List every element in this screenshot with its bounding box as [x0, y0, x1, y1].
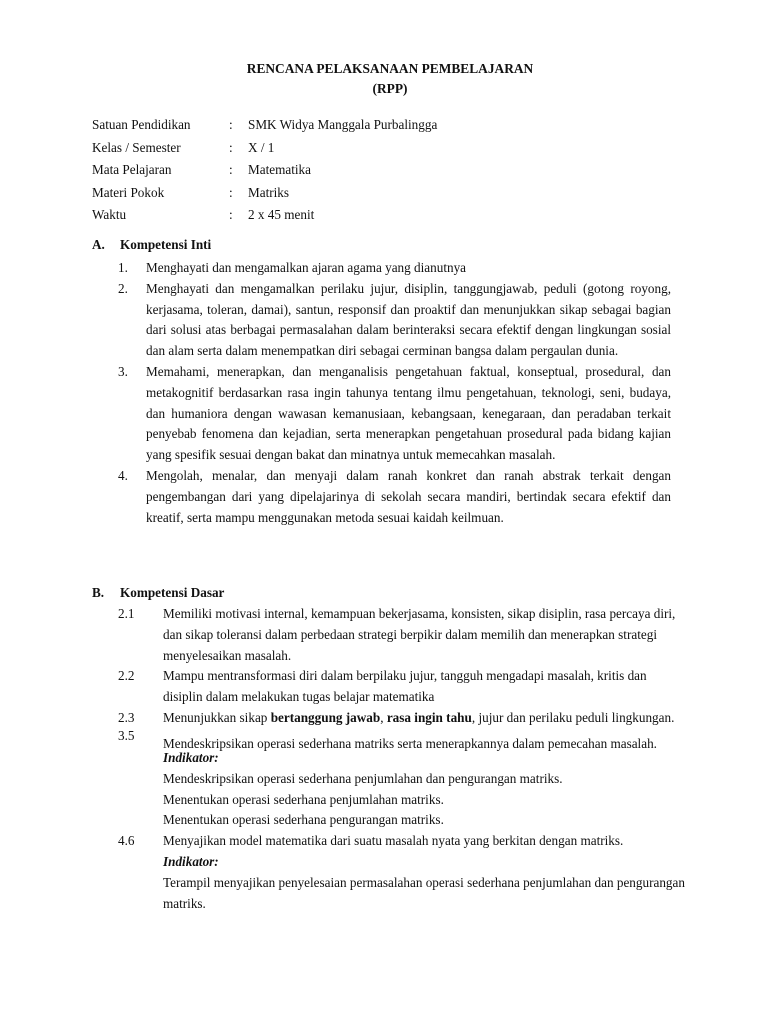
item-text: Memahami, menerapkan, dan menganalisis pengetahuan faktual, konseptual, prosedural, dan metakognitif berdasarkan rasa ingin tahunya tentang ilmu pengetahuan, teknologi, seni, budaya, dan humaniora dengan wawasan kemanusiaan, kebangsaan, kenegaraan, dan peradaban terkait penyebab fenomena dan kejadian, serta menerapkan pengetahuan prosedural pada bidang kajian yang spesifik sesuai dengan bakat dan minatnya untuk memecahkan masalah.: [146, 363, 671, 463]
identity-colon: :: [229, 184, 233, 200]
kd-number: 3.5: [118, 727, 135, 743]
indicator-line: Menentukan operasi sederhana penjumlahan matriks.: [163, 791, 444, 807]
title-line-2: (RPP): [372, 81, 408, 96]
section-title: Kompetensi Inti: [120, 237, 212, 252]
identity-table: [92, 115, 652, 228]
kd-bold-term: rasa ingin tahu: [386, 709, 472, 725]
kd-number: 2.1: [118, 606, 135, 621]
section-a-heading: [92, 235, 211, 256]
kompetensi-dasar-list: [118, 604, 688, 915]
section-letter: B.: [92, 585, 105, 600]
item-number: 3.: [118, 363, 128, 379]
kd-bold-term: bertanggung jawab: [270, 709, 381, 725]
kd-item-3-5: [118, 727, 688, 751]
kd-3-5-indicators: [118, 750, 688, 831]
kd-item-2-2: [118, 666, 688, 708]
identity-label: Waktu: [92, 207, 127, 222]
kompetensi-inti-list: [118, 258, 671, 528]
identity-value: SMK Widya Manggala Purbalingga: [248, 117, 438, 132]
identity-label: Materi Pokok: [92, 184, 165, 200]
list-item: [118, 362, 671, 466]
indicator-line: Menentukan operasi sederhana pengurangan matriks.: [163, 812, 444, 828]
identity-colon: :: [229, 139, 233, 155]
kd-text-suffix: , jujur dan perilaku peduli lingkungan.: [471, 709, 675, 725]
indicator-label: Indikator:: [163, 749, 219, 765]
section-letter: A.: [92, 237, 105, 252]
kd-number: 4.6: [118, 833, 135, 849]
identity-colon: :: [229, 117, 233, 132]
kd-text: Memiliki motivasi internal, kemampuan bekerjasama, konsisten, sikap disiplin, rasa percaya diri, dan sikap toleransi dalam perbedaan strategi berpikir dalam memilih dan menerapkan strategi menyelesaikan masalah.: [163, 606, 676, 663]
list-item: [118, 466, 671, 528]
kd-number: 2.3: [118, 709, 135, 725]
item-number: 4.: [118, 467, 128, 483]
identity-row-subject: [92, 160, 652, 183]
identity-colon: :: [229, 162, 233, 177]
item-text: Menghayati dan mengamalkan perilaku jujur, disiplin, tanggungjawab, peduli (gotong royong, kerjasama, toleran, damai), santun, responsif dan proaktif dan menunjukkan sikap sebagai bagian dari solusi atas berbagai permasalahan dalam berinteraksi secara efektif dengan lingkungan sosial dan alam serta dalam menempatkan diri sebagai cerminan bangsa dalam pergaulan dunia.: [146, 280, 671, 359]
kd-item-2-1: [118, 604, 688, 666]
identity-label: Satuan Pendidikan: [92, 117, 191, 132]
kd-number: 2.2: [118, 668, 135, 684]
identity-colon: :: [229, 207, 233, 222]
identity-value: Matematika: [248, 162, 311, 177]
title-line-1: RENCANA PELAKSANAAN PEMBELAJARAN: [246, 61, 534, 76]
kd-text-separator: ,: [380, 709, 387, 725]
item-number: 1.: [118, 260, 128, 275]
kd-4-6-indicators: [118, 854, 688, 915]
list-item: [118, 258, 671, 279]
kd-item-2-3: [118, 708, 688, 729]
kd-text: [163, 710, 674, 725]
identity-row-school: [92, 115, 652, 138]
section-b-heading: [92, 583, 224, 604]
section-title: Kompetensi Dasar: [120, 585, 225, 600]
indicator-line: Terampil menyajikan penyelesaian permasalahan operasi sederhana penjumlahan dan pengurangan matriks.: [163, 874, 685, 911]
identity-value: 2 x 45 menit: [248, 207, 315, 222]
identity-row-time: [92, 205, 652, 228]
identity-value: Matriks: [248, 184, 290, 200]
item-number: 2.: [118, 280, 128, 296]
indicator-line: Mendeskripsikan operasi sederhana penjumlahan dan pengurangan matriks.: [163, 770, 563, 786]
item-text: Menghayati dan mengamalkan ajaran agama yang dianutnya: [146, 260, 467, 275]
identity-row-class: [92, 138, 652, 161]
document-title: [0, 59, 768, 99]
kd-text: Mendeskripsikan operasi sederhana matriks serta menerapkannya dalam pemecahan masalah.: [163, 735, 657, 751]
identity-value: X / 1: [248, 139, 275, 155]
kd-item-4-6: [118, 831, 688, 852]
identity-row-topic: [92, 183, 652, 206]
kd-text: Menyajikan model matematika dari suatu masalah nyata yang berkitan dengan matriks.: [163, 833, 624, 849]
kd-text: Mampu mentransformasi diri dalam berpilaku jujur, tangguh mengadapi masalah, kritis dan disiplin dalam melakukan tugas belajar matematika: [163, 668, 647, 705]
identity-label: Mata Pelajaran: [92, 162, 172, 177]
kd-text-prefix: Menunjukkan sikap: [163, 709, 271, 725]
item-text: Mengolah, menalar, dan menyaji dalam ranah konkret dan ranah abstrak terkait dengan pengembangan dari yang dipelajarinya di sekolah secara mandiri, bertindak secara efektif dan kreatif, serta mampu menggunakan metoda sesuai kaidah keilmuan.: [146, 467, 671, 525]
indicator-label: Indikator:: [163, 853, 219, 869]
identity-label: Kelas / Semester: [92, 139, 181, 155]
list-item: [118, 279, 671, 362]
